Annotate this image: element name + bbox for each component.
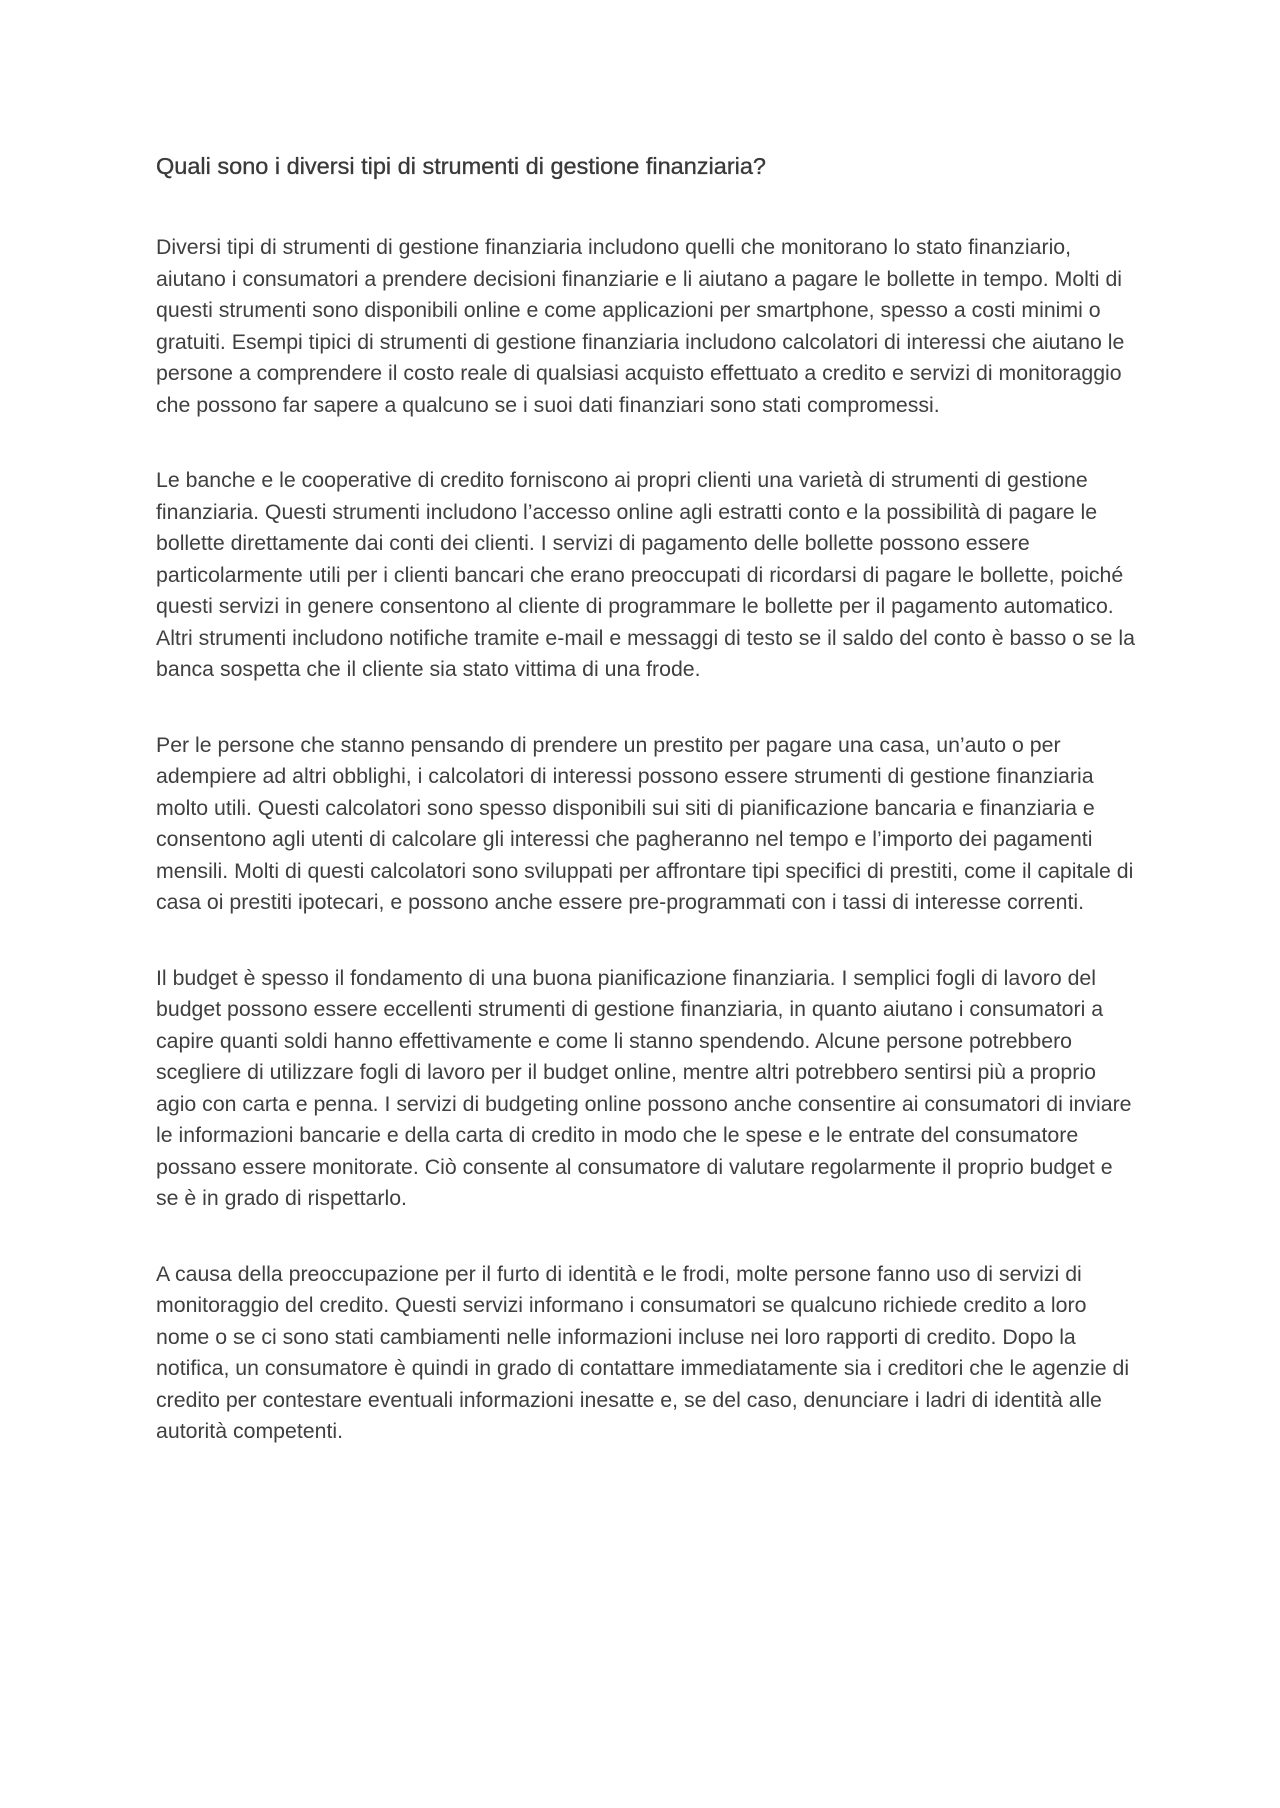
paragraph-4: Il budget è spesso il fondamento di una buona pianificazione finanziaria. I semplici fogli di lavoro del budget possono essere eccellenti strumenti di gestione finanziaria, in quanto aiutano i consumatori a capire quanti soldi hanno effettivamente e come li stanno spendendo. Alcune persone potrebbero scegliere di utilizzare fogli di lavoro per il budget online, mentre altri potrebbero sentirsi più a proprio agio con carta e penna. I servizi di budgeting online possono anche consentire ai consumatori di inviare le informazioni bancarie e della carta di credito in modo che le spese e le entrate del consumatore possano essere monitorate. Ciò consente al consumatore di valutare regolarmente il proprio budget e se è in grado di rispettarlo. <box>156 965 1132 1210</box>
document-body <box>156 150 1136 1492</box>
paragraph-5: A causa della preoccupazione per il furto di identità e le frodi, molte persone fanno uso di servizi di monitoraggio del credito. Questi servizi informano i consumatori se qualcuno richiede credito a loro nome o se ci sono stati cambiamenti nelle informazioni incluse nei loro rapporti di credito. Dopo la notifica, un consumatore è quindi in grado di contattare immediatamente sia i creditori che le agenzie di credito per contestare eventuali informazioni inesatte e, se del caso, denunciare i ladri di identità alle autorità competenti. <box>156 1261 1130 1443</box>
paragraph-2: Le banche e le cooperative di credito forniscono ai propri clienti una varietà di strumenti di gestione finanziaria. Questi strumenti includono l’accesso online agli estratti conto e la possibilità di pagare le bollette direttamente dai conti dei clienti. I servizi di pagamento delle bollette possono essere particolarmente utili per i clienti bancari che erano preoccupati di ricordarsi di pagare le bollette, poiché questi servizi in genere consentono al cliente di programmare le bollette per il pagamento automatico. Altri strumenti includono notifiche tramite e-mail e messaggi di testo se il saldo del conto è basso o se la banca sospetta che il cliente sia stato vittima di una frode. <box>156 468 1135 681</box>
document-title: Quali sono i diversi tipi di strumenti di gestione finanziaria? <box>156 153 767 179</box>
paragraph-3: Per le persone che stanno pensando di prendere un prestito per pagare una casa, un’auto o per adempiere ad altri obblighi, i calcolatori di interessi possono essere strumenti di gestione finanziaria molto utili. Questi calcolatori sono spesso disponibili sui siti di pianificazione bancaria e finanziaria e consentono agli utenti di calcolare gli interessi che pagheranno nel tempo e l’importo dei pagamenti mensili. Molti di questi calcolatori sono sviluppati per affrontare tipi specifici di prestiti, come il capitale di casa oi prestiti ipotecari, e possono anche essere pre-programmati con i tassi di interesse correnti. <box>156 732 1134 914</box>
paragraph-1: Diversi tipi di strumenti di gestione finanziaria includono quelli che monitorano lo stato finanziario, aiutano i consumatori a prendere decisioni finanziarie e li aiutano a pagare le bollette in tempo. Molti di questi strumenti sono disponibili online e come applicazioni per smartphone, spesso a costi minimi o gratuiti. Esempi tipici di strumenti di gestione finanziaria includono calcolatori di interessi che aiutano le persone a comprendere il costo reale di qualsiasi acquisto effettuato a credito e servizi di monitoraggio che possono far sapere a qualcuno se i suoi dati finanziari sono stati compromessi. <box>156 235 1125 417</box>
